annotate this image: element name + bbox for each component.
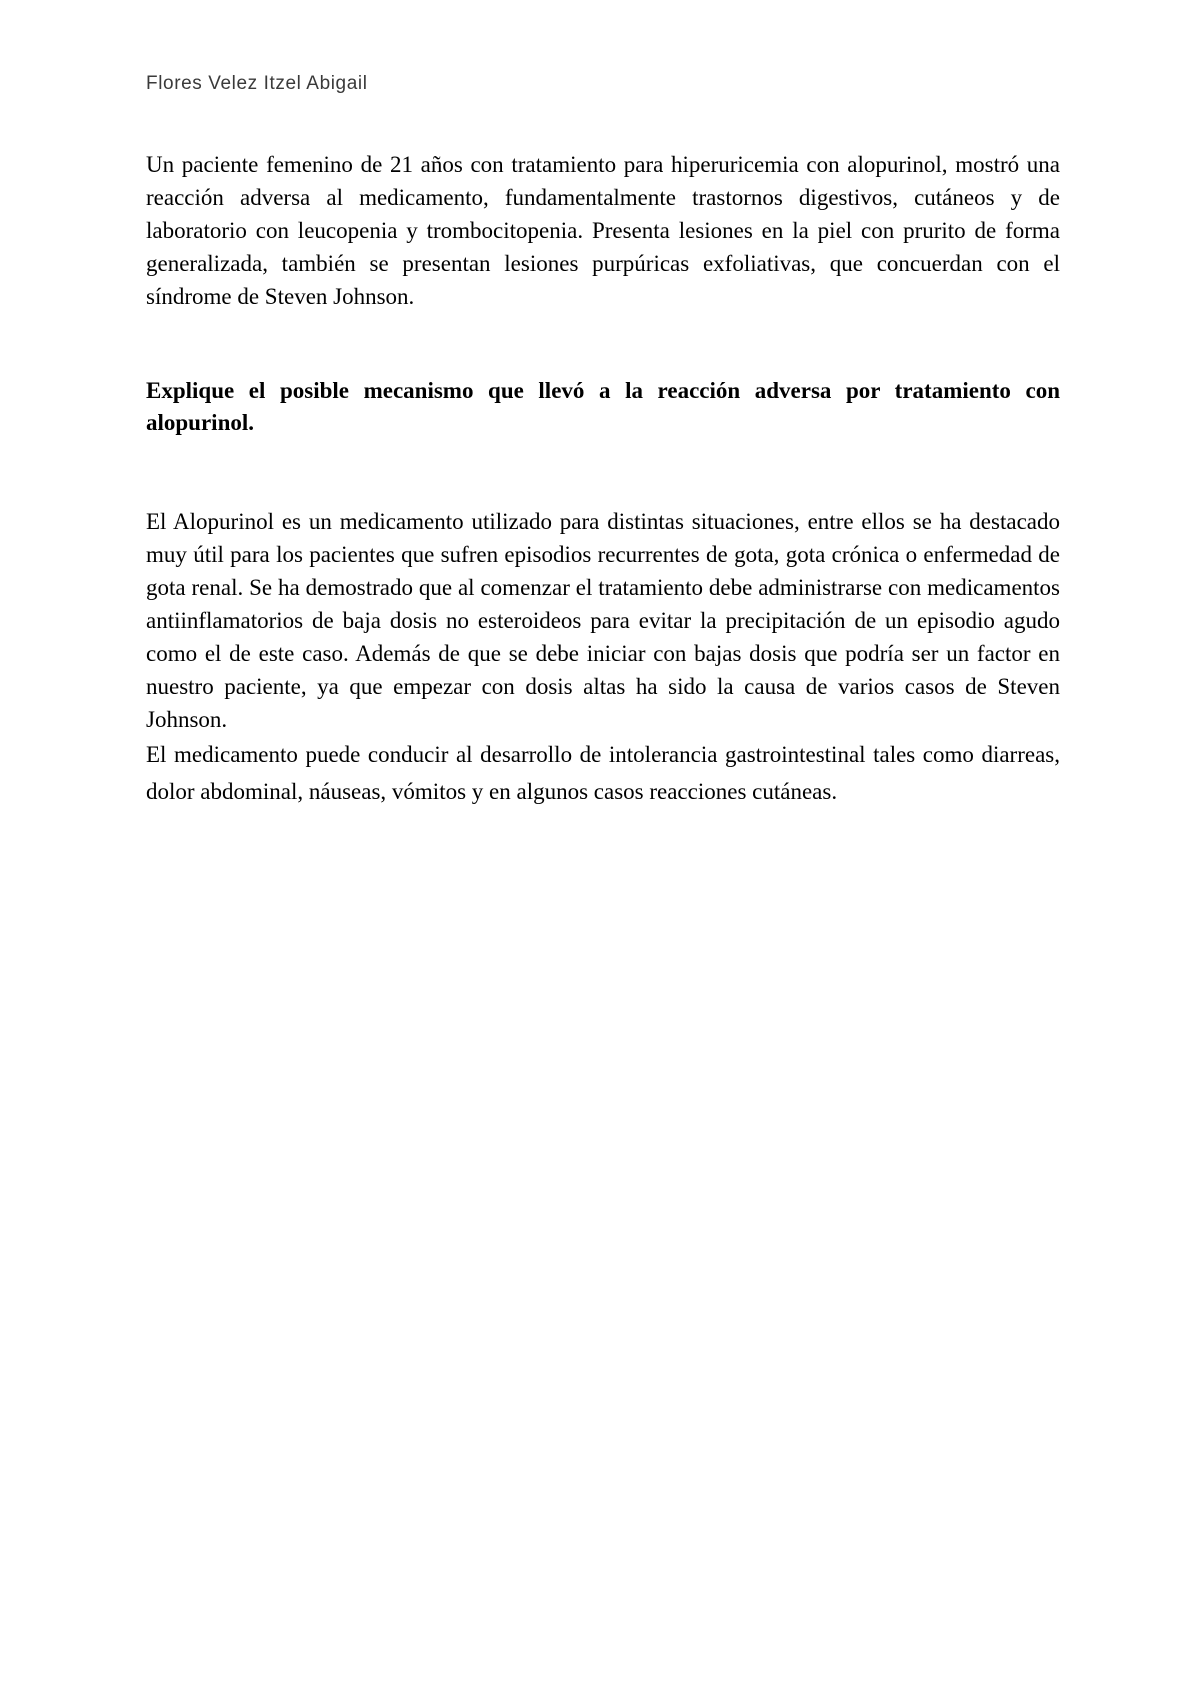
question-block xyxy=(146,375,1060,439)
case-description xyxy=(146,148,1060,313)
author-name: Flores Velez Itzel Abigail xyxy=(146,73,368,94)
case-paragraph: Un paciente femenino de 21 años con tratamiento para hiperuricemia con alopurinol, mostró una reacción adversa al medicamento, fundamentalmente trastornos digestivos, cutáneos y de laboratorio con leucopenia y trombocitopenia. Presenta lesiones en la piel con prurito de forma generalizada, también se presentan lesiones purpúricas exfoliativas, que concuerdan con el síndrome de Steven Johnson. xyxy=(146,152,1060,309)
question-text: Explique el posible mecanismo que llevó a la reacción adversa por tratamiento con alopurinol. xyxy=(146,378,1060,435)
answer-paragraph: El medicamento puede conducir al desarrollo de intolerancia gastrointestinal tales como diarreas, dolor abdominal, náuseas, vómitos y en algunos casos reacciones cutáneas. xyxy=(146,742,1060,804)
answer-block xyxy=(146,505,1060,810)
answer-paragraph: El Alopurinol es un medicamento utilizado para distintas situaciones, entre ellos se ha destacado muy útil para los pacientes que sufren episodios recurrentes de gota, gota crónica o enfermedad de gota renal. Se ha demostrado que al comenzar el tratamiento debe administrarse con medicamentos antiinflamatorios de baja dosis no esteroideos para evitar la precipitación de un episodio agudo como el de este caso. Además de que se debe iniciar con bajas dosis que podría ser un factor en nuestro paciente, ya que empezar con dosis altas ha sido la causa de varios casos de Steven Johnson. xyxy=(146,509,1060,732)
